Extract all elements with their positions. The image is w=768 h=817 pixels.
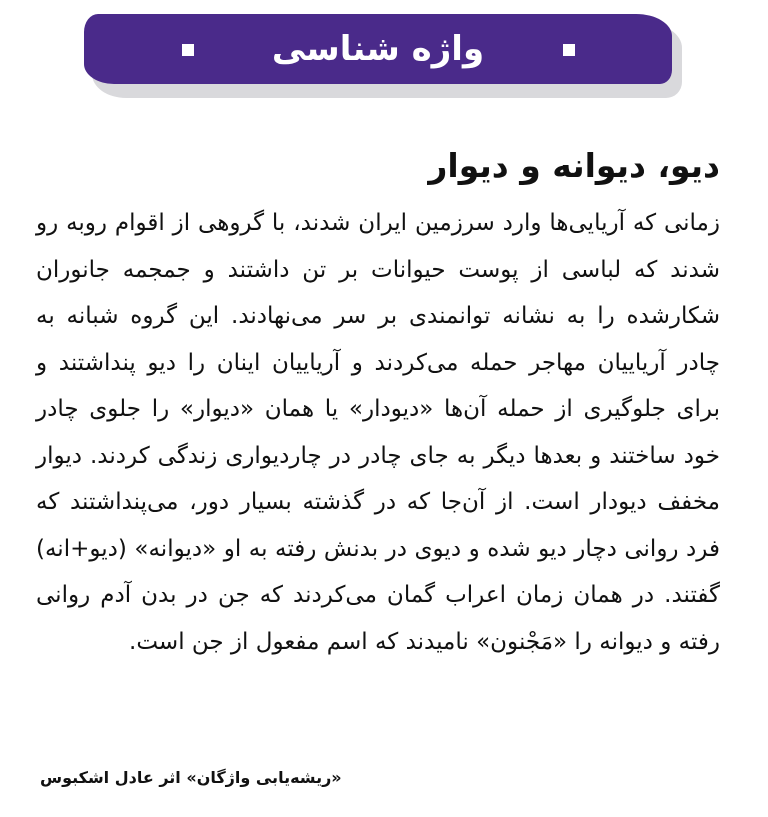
article — [36, 138, 720, 665]
section-title: واژه شناسی — [271, 29, 485, 69]
section-banner — [84, 14, 672, 84]
article-source: «ریشه‌یابی واژگان» اثر عادل اشکبوس — [40, 768, 342, 787]
article-body: زمانی که آریایی‌ها وارد سرزمین ایران شدند، با گروهی از اقوام روبه رو شدند که لباسی از پوست حیوانات بر تن داشتند و جمجمه جانوران شکارشده را به نشانه توانمندی بر سر می‌نهادند. این گروه شبانه به چادر آریاییان مهاجر حمله می‌کردند و آریاییان اینان را دیو پنداشتند و برای جلوگیری از حمله آن‌ها «دیودار» یا همان «دیوار» را جلوی چادر خود ساختند و بعدها دیگر به جای چادر در چاردیواری زندگی کردند. دیوار مخفف دیودار است. از آن‌جا که در گذشته بسیار دور، می‌پنداشتند که فرد روانی دچار دیو شده و دیوی در بدنش رفته به او «دیوانه» (دیو+انه) گفتند. در همان زمان اعراب گمان می‌کردند که جن در بدن آدم روانی رفته و دیوانه را «مَجْنون» نامیدند که اسم مفعول از جن است. — [36, 210, 720, 655]
banner-dot-left — [182, 44, 194, 56]
article-title: دیو، دیوانه و دیوار — [428, 146, 720, 185]
banner-dot-right — [563, 44, 575, 56]
